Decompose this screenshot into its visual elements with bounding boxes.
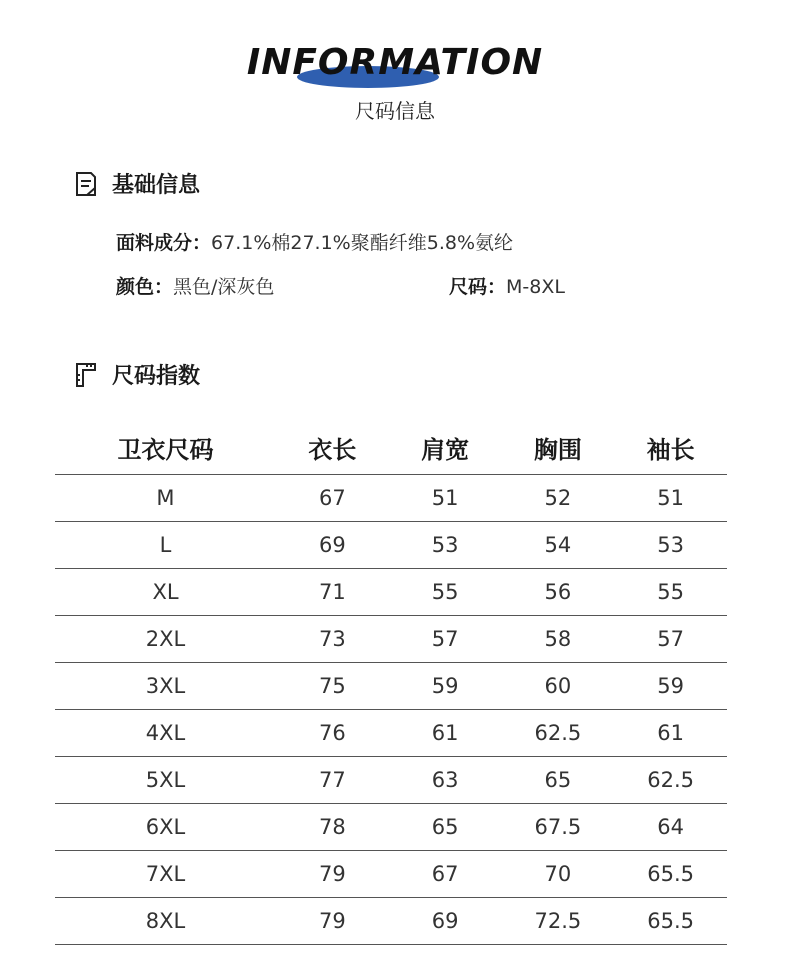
table-cell: 8XL [55,898,276,945]
table-cell: L [55,522,276,569]
size-table-body [55,475,727,945]
column-header-sleeve: 袖长 [614,420,727,475]
table-cell: 63 [389,757,502,804]
table-cell: 61 [614,710,727,757]
size-label: 尺码： [449,276,507,298]
table-cell: 59 [614,663,727,710]
table-row [55,710,727,757]
table-cell: 67 [276,475,389,522]
table-row [55,851,727,898]
table-cell: 53 [389,522,502,569]
document-icon [74,171,98,197]
table-cell: 7XL [55,851,276,898]
table-cell: 58 [501,616,614,663]
table-cell: XL [55,569,276,616]
table-cell: 59 [389,663,502,710]
table-cell: 57 [614,616,727,663]
table-cell: 60 [501,663,614,710]
table-row [55,804,727,851]
fabric-label: 面料成分： [116,232,212,254]
table-cell: 56 [501,569,614,616]
table-cell: 55 [614,569,727,616]
table-row [55,616,727,663]
table-cell: 52 [501,475,614,522]
table-cell: 72.5 [501,898,614,945]
table-cell: 67 [389,851,502,898]
color-line [116,272,274,299]
table-cell: 4XL [55,710,276,757]
table-cell: 65 [389,804,502,851]
table-cell: 69 [389,898,502,945]
column-header-shoulder: 肩宽 [389,420,502,475]
color-label: 颜色： [116,276,174,298]
table-cell: 65 [501,757,614,804]
table-cell: 62.5 [614,757,727,804]
table-cell: 54 [501,522,614,569]
table-cell: 51 [614,475,727,522]
table-cell: M [55,475,276,522]
table-cell: 64 [614,804,727,851]
table-cell: 75 [276,663,389,710]
fabric-line [116,228,513,255]
table-cell: 70 [501,851,614,898]
table-row [55,522,727,569]
table-cell: 5XL [55,757,276,804]
table-cell: 69 [276,522,389,569]
table-cell: 3XL [55,663,276,710]
table-cell: 76 [276,710,389,757]
title-wrap [247,38,543,94]
table-header-row [55,420,727,475]
table-cell: 61 [389,710,502,757]
table-cell: 77 [276,757,389,804]
table-cell: 71 [276,569,389,616]
table-cell: 55 [389,569,502,616]
basic-info-heading [74,168,200,199]
table-cell: 67.5 [501,804,614,851]
table-cell: 57 [389,616,502,663]
column-header-length: 衣长 [276,420,389,475]
column-header-size: 卫衣尺码 [55,420,276,475]
table-cell: 78 [276,804,389,851]
header [0,38,790,94]
color-value: 黑色/深灰色 [173,276,275,298]
size-table [55,420,727,945]
size-range-line [449,272,565,299]
table-row [55,757,727,804]
table-cell: 51 [389,475,502,522]
page-subtitle: 尺码信息 [355,99,435,123]
basic-info-title: 基础信息 [112,173,201,198]
table-cell: 73 [276,616,389,663]
size-chart-title: 尺码指数 [112,364,201,389]
column-header-chest: 胸围 [501,420,614,475]
table-row [55,475,727,522]
table-cell: 53 [614,522,727,569]
table-cell: 65.5 [614,851,727,898]
table-cell: 79 [276,898,389,945]
table-cell: 62.5 [501,710,614,757]
table-row [55,663,727,710]
ruler-icon [74,362,98,388]
table-cell: 79 [276,851,389,898]
table-cell: 6XL [55,804,276,851]
table-row [55,569,727,616]
size-chart-heading [74,359,200,390]
table-cell: 65.5 [614,898,727,945]
table-row [55,898,727,945]
page-title: INFORMATION [246,42,544,83]
fabric-value: 67.1%棉27.1%聚酯纤维5.8%氨纶 [211,232,514,254]
size-value: M-8XL [506,276,565,298]
table-cell: 2XL [55,616,276,663]
